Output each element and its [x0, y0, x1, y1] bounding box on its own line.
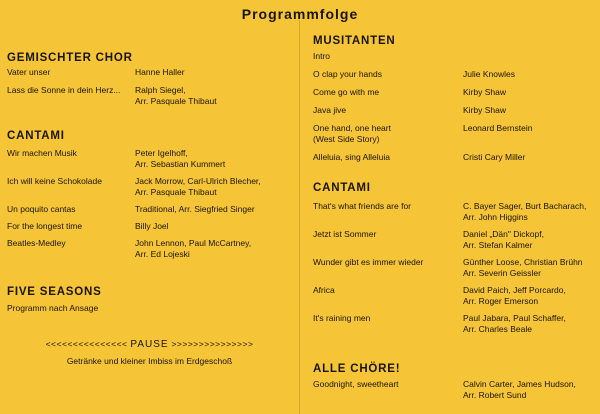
piece-credit: John Lennon, Paul McCartney, Arr. Ed Lojeski — [135, 238, 252, 259]
program-row — [7, 176, 292, 198]
piece-credit: Paul Jabara, Paul Schaffer, Arr. Charles Beale — [463, 313, 566, 334]
section-cantami-right — [313, 180, 600, 335]
program-row — [7, 221, 292, 232]
section-alle-choere — [313, 361, 600, 401]
piece-credit: Günther Loose, Christian Brühn Arr. Severin Geissler — [463, 257, 583, 278]
piece-credit: Daniel „Dän" Dickopf, Arr. Stefan Kalmer — [463, 229, 544, 250]
section-five-seasons — [7, 284, 292, 314]
piece-title: Wunder gibt es immer wieder — [313, 257, 424, 267]
pause-banner — [7, 339, 292, 350]
pause-arrows-right: >>>>>>>>>>>>>>> — [171, 339, 254, 349]
piece-title: Lass die Sonne in dein Herz... — [7, 85, 121, 95]
piece-title: For the longest time — [7, 221, 83, 231]
program-row — [7, 67, 292, 78]
program-row — [313, 51, 600, 62]
piece-credit: David Paich, Jeff Porcardo, Arr. Roger Emerson — [463, 285, 566, 306]
piece-title: Goodnight, sweetheart — [313, 379, 399, 389]
piece-credit: Kirby Shaw — [463, 105, 506, 115]
piece-credit: Billy Joel — [135, 221, 169, 231]
pause-arrows-left: <<<<<<<<<<<<<<< — [45, 339, 128, 349]
piece-title: Alleluia, sing Alleluia — [313, 152, 391, 162]
piece-title: One hand, one heart (West Side Story) — [313, 123, 391, 144]
section-heading: GEMISCHTER CHOR — [7, 52, 133, 64]
program-row — [313, 123, 600, 145]
piece-title: Wir machen Musik — [7, 148, 77, 158]
piece-credit: Julie Knowles — [463, 69, 515, 79]
section-musitanten — [313, 33, 600, 163]
piece-credit: Leonard Bernstein — [463, 123, 533, 133]
program-row — [7, 148, 292, 170]
program-row — [313, 257, 600, 279]
piece-credit: Hanne Haller — [135, 67, 185, 77]
section-gemischter-chor — [7, 50, 292, 107]
piece-title: Jetzt ist Sommer — [313, 229, 377, 239]
program-row — [313, 379, 600, 401]
piece-title: O clap your hands — [313, 69, 382, 79]
piece-title: Beatles-Medley — [7, 238, 66, 248]
section-heading: CANTAMI — [313, 182, 371, 194]
piece-title: Java jive — [313, 105, 347, 115]
piece-title: It's raining men — [313, 313, 371, 323]
piece-credit: Jack Morrow, Carl-Ulrich Blecher, Arr. Pasquale Thibaut — [135, 176, 261, 197]
program-row — [313, 229, 600, 251]
program-row — [7, 85, 292, 107]
program-row — [313, 87, 600, 98]
piece-title: Vater unser — [7, 67, 51, 77]
piece-title: Come go with me — [313, 87, 380, 97]
section-heading: CANTAMI — [7, 130, 65, 142]
page-fold-divider — [299, 20, 300, 414]
program-row — [313, 285, 600, 307]
piece-credit: Traditional, Arr. Siegfried Singer — [135, 204, 255, 214]
piece-credit: Cristi Cary Miller — [463, 152, 526, 162]
program-row — [7, 303, 292, 314]
section-heading: ALLE CHÖRE! — [313, 363, 401, 375]
section-heading: MUSITANTEN — [313, 35, 396, 47]
program-row — [313, 313, 600, 335]
piece-title: Intro — [313, 51, 331, 61]
pause-label: PAUSE — [130, 339, 169, 350]
piece-title: Ich will keine Schokolade — [7, 176, 102, 186]
piece-credit: Calvin Carter, James Hudson, Arr. Robert Sund — [463, 379, 576, 400]
piece-title: Un poquito cantas — [7, 204, 76, 214]
program-row — [313, 69, 600, 80]
program-row — [313, 105, 600, 116]
program-row — [313, 152, 600, 163]
refreshments-note: Getränke und kleiner Imbiss im Erdgeschoß — [66, 356, 233, 366]
section-cantami-left — [7, 128, 292, 260]
piece-title: That's what friends are for — [313, 201, 411, 211]
program-row — [7, 204, 292, 215]
piece-credit: Kirby Shaw — [463, 87, 506, 97]
piece-credit: C. Bayer Sager, Burt Bacharach, Arr. John Higgins — [463, 201, 587, 222]
page-title: Programmfolge — [241, 6, 359, 22]
piece-title: Africa — [313, 285, 335, 295]
program-row — [7, 238, 292, 260]
piece-title: Programm nach Ansage — [7, 303, 99, 313]
section-heading: FIVE SEASONS — [7, 286, 102, 298]
piece-credit: Peter Igelhoff, Arr. Sebastian Kummert — [135, 148, 226, 169]
piece-credit: Ralph Siegel, Arr. Pasquale Thibaut — [135, 85, 217, 106]
program-row — [313, 201, 600, 223]
